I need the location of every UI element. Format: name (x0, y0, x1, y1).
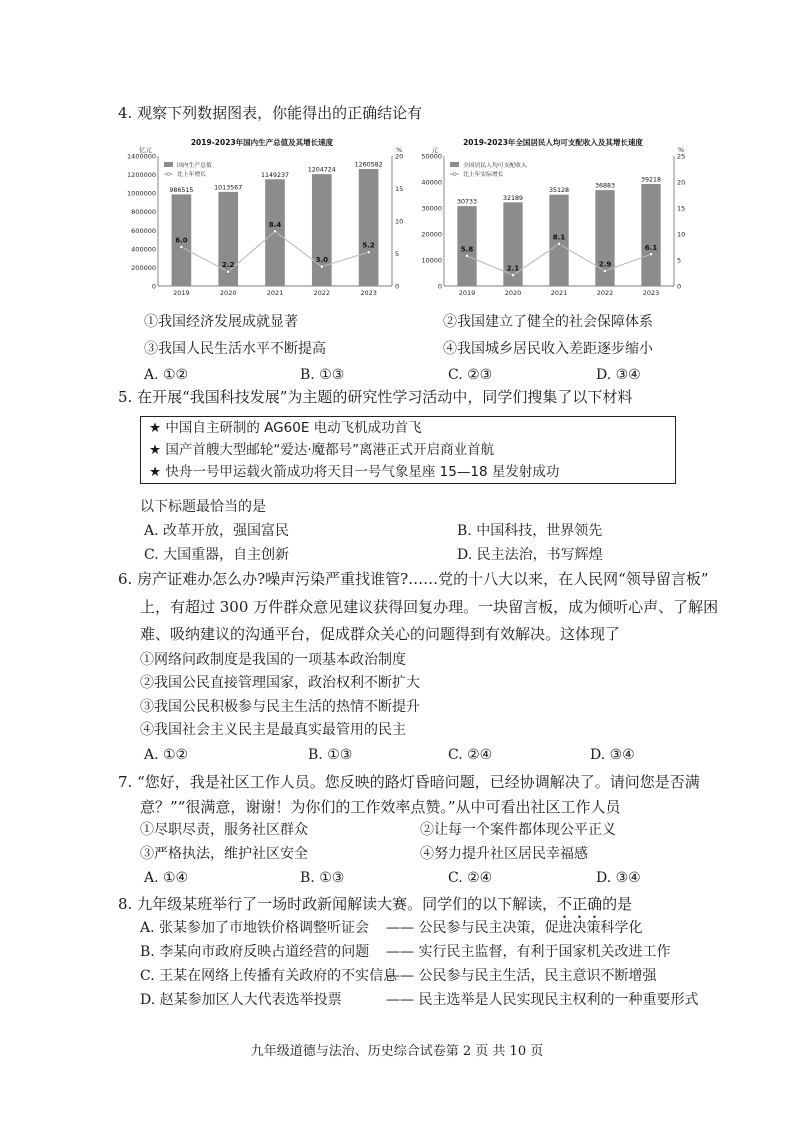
gdp-chart-svg (112, 134, 412, 304)
bar-value-label: 1013567 (214, 184, 243, 192)
x-tick-label: 2022 (596, 289, 614, 297)
growth-point (511, 273, 514, 276)
legend-line-marker (453, 173, 456, 176)
q6-choice-d[interactable]: D. ③④ (590, 747, 635, 763)
growth-point (180, 245, 183, 248)
growth-point (557, 242, 560, 245)
q6-line-3: 难、吸纳建议的沟通平台，促成群众关心的问题得到有效解决。这体现了 (140, 625, 621, 643)
q4-option-2: ②我国建立了健全的社会保障体系 (443, 314, 653, 330)
q7-choice-b[interactable]: B. ①③ (300, 870, 345, 886)
q5-stem: 5. 在开展“我国科技发展”为主题的研究性学习活动中，同学们搜集了以下材料 (118, 388, 633, 406)
bar-value-label: 1204724 (307, 166, 336, 174)
q7-item-4: ④努力提升社区居民幸福感 (420, 846, 588, 862)
y2-tick-label: 10 (677, 230, 686, 239)
chart-title: 2019-2023年全国居民人均可支配收入及其增长速度 (463, 138, 643, 147)
q6-item-2: ②我国公民直接管理国家，政治权利不断扩大 (140, 675, 420, 691)
legend-bar-label: 全国居民人均可支配收入 (463, 163, 527, 169)
q4-choice-a[interactable]: A. ①② (144, 367, 189, 383)
q4-choice-c[interactable]: C. ②③ (448, 367, 493, 383)
growth-value-label: 6.0 (175, 236, 188, 245)
q6-choice-c[interactable]: C. ②④ (448, 747, 493, 763)
y-tick-label: 10000 (421, 256, 442, 265)
q8-choice-b[interactable]: B. 李某向市政府反映占道经营的问题 (140, 944, 370, 960)
q5-material-box (140, 416, 676, 484)
y2-tick-label: 20 (395, 152, 404, 161)
q5-material-line-3: ★ 快舟一号甲运载火箭成功将天目一号气象星座 15—18 星发射成功 (149, 464, 560, 480)
q4-stem: 4. 观察下列数据图表，你能得出的正确结论有 (118, 104, 423, 122)
y2-tick-label: 10 (395, 217, 404, 226)
bar-value-label: 36883 (594, 182, 616, 190)
y-tick-label: 1200000 (127, 171, 156, 180)
q7-item-1: ①尽职尽责，服务社区群众 (140, 822, 308, 838)
bar-value-label: 35128 (548, 187, 570, 195)
y-tick-label: 0 (151, 282, 156, 291)
legend-line-label: 比上年实际增长 (463, 172, 504, 178)
growth-value-label: 3.0 (315, 256, 329, 264)
q7-choice-d[interactable]: D. ③④ (596, 870, 641, 886)
y-tick-label: 1000000 (127, 189, 156, 198)
y-tick-label: 0 (437, 282, 442, 291)
growth-point (649, 253, 652, 256)
y2-axis-unit: % (396, 146, 403, 154)
q6-choice-b[interactable]: B. ①③ (308, 747, 353, 763)
q5-prompt: 以下标题最恰当的是 (140, 499, 266, 515)
growth-value-label: 6.1 (644, 243, 658, 252)
y2-tick-label: 5 (677, 256, 682, 265)
growth-point (465, 254, 468, 257)
income-chart (412, 134, 694, 304)
q8-stem-emphasis: 不正确 (557, 895, 603, 913)
q6-line-2: 上，有超过 300 万件群众意见建议获得回复办理。一块留言板，成为倾听心声、了解困 (140, 598, 719, 616)
bar (312, 174, 332, 286)
growth-value-label: 5.8 (460, 245, 474, 254)
y2-tick-label: 15 (677, 204, 686, 213)
legend-bar-swatch (450, 162, 459, 167)
q5-choice-c[interactable]: C. 大国重器，自主创新 (144, 547, 290, 563)
q6-item-1: ①网络问政制度是我国的一项基本政治制度 (140, 652, 406, 668)
q8-choice-a-interpretation: —— 公民参与民主决策，促进决策科学化 (386, 920, 643, 936)
y-tick-label: 50000 (421, 152, 442, 161)
y2-tick-label: 15 (395, 185, 404, 193)
legend-line-label: 比上年增长 (177, 172, 206, 178)
x-tick-label: 2023 (642, 289, 660, 297)
y-axis-unit: 元 (431, 146, 438, 154)
x-tick-label: 2022 (313, 289, 331, 297)
growth-value-label: 2.2 (221, 261, 235, 270)
legend-bar-label: 国内生产总值 (177, 163, 212, 169)
q4-option-3: ③我国人民生活水平不断提高 (144, 341, 326, 357)
q4-option-4: ④我国城乡居民收入差距逐步缩小 (443, 341, 653, 357)
q5-material-line-1: ★ 中国自主研制的 AG60E 电动飞机成功首飞 (149, 420, 422, 436)
q6-item-3: ③我国公民积极参与民主生活的热情不断提升 (140, 699, 420, 715)
y2-tick-label: 20 (677, 178, 686, 187)
y2-axis-unit: % (678, 146, 685, 154)
growth-value-label: 8.1 (552, 233, 566, 242)
q5-material-line-2: ★ 国产首艘大型邮轮“爱达·魔都号”离港正式开启商业首航 (149, 442, 495, 458)
bar-value-label: 32189 (502, 194, 524, 202)
x-tick-label: 2019 (173, 289, 190, 297)
y-tick-label: 40000 (421, 178, 442, 187)
y-tick-label: 30000 (421, 204, 442, 213)
q6-item-4: ④我国社会主义民主是最真实最管用的民主 (140, 722, 406, 738)
q7-item-2: ②让每一个案件都体现公平正义 (420, 822, 616, 838)
y-tick-label: 600000 (131, 226, 156, 235)
growth-value-label: 8.4 (268, 220, 282, 229)
x-tick-label: 2021 (266, 289, 284, 297)
bar-value-label: 986515 (169, 186, 194, 194)
income-chart-svg (412, 134, 694, 304)
y-tick-label: 1400000 (127, 152, 156, 161)
bar-value-label: 39218 (640, 176, 662, 184)
q7-choice-a[interactable]: A. ①④ (144, 870, 189, 886)
q5-choice-a[interactable]: A. 改革开放，强国富民 (144, 523, 290, 539)
growth-point (320, 265, 323, 268)
bar-value-label: 1260582 (354, 161, 383, 169)
q4-choice-d[interactable]: D. ③④ (596, 367, 641, 383)
y-axis-unit: 亿元 (139, 146, 152, 154)
q4-option-1: ①我国经济发展成就显著 (144, 314, 298, 330)
bar-value-label: 30733 (456, 198, 478, 206)
q8-stem-b: 的是 (602, 895, 633, 913)
q8-choice-b-interpretation: —— 实行民主监督，有利于国家机关改进工作 (386, 944, 671, 960)
q8-choice-a[interactable]: A. 张某参加了市地铁价格调整听证会 (140, 920, 370, 936)
growth-point (367, 251, 370, 254)
y2-tick-label: 0 (677, 282, 682, 291)
growth-point (273, 230, 276, 233)
x-tick-label: 2019 (458, 289, 476, 297)
y-tick-label: 800000 (131, 208, 156, 217)
q7-line-2: 意？”“很满意，谢谢！为你们的工作效率点赞。”从中可看出社区工作人员 (140, 798, 621, 816)
y-tick-label: 400000 (131, 245, 156, 254)
q6-choice-a[interactable]: A. ①② (144, 747, 189, 763)
legend-bar-swatch (164, 162, 173, 167)
legend-line-marker (167, 173, 170, 176)
q8-choice-d-interpretation: —— 民主选举是人民实现民主权利的一种重要形式 (386, 992, 699, 1008)
q4-choice-b[interactable]: B. ①③ (300, 367, 345, 383)
growth-value-label: 2.1 (506, 264, 520, 273)
q7-choice-c[interactable]: C. ②④ (448, 870, 493, 886)
growth-value-label: 5.2 (362, 241, 375, 250)
bar (641, 184, 660, 286)
y2-tick-label: 5 (395, 250, 400, 258)
growth-value-label: 2.9 (598, 260, 612, 269)
x-tick-label: 2020 (219, 289, 237, 297)
bar (359, 169, 379, 286)
bar-value-label: 1149237 (260, 171, 290, 179)
chart-title: 2019-2023年国内生产总值及其增长速度 (190, 138, 334, 147)
growth-point (603, 269, 606, 272)
x-tick-label: 2021 (550, 289, 568, 297)
q5-choice-b[interactable]: B. 中国科技，世界领先 (457, 523, 603, 539)
gdp-chart (112, 134, 412, 304)
page-footer: 九年级道德与法治、历史综合试卷第 2 页 共 10 页 (250, 1044, 544, 1059)
q8-choice-d[interactable]: D. 赵某参加区人大代表选举投票 (140, 992, 342, 1008)
q8-choice-c[interactable]: C. 王某在网络上传播有关政府的不实信息 (140, 968, 398, 984)
q7-item-3: ③严格执法，维护社区安全 (140, 846, 308, 862)
y2-tick-label: 25 (677, 152, 686, 161)
q8-choice-c-interpretation: —— 公民参与民主生活，民主意识不断增强 (386, 968, 657, 984)
y-tick-label: 200000 (131, 263, 156, 272)
y-tick-label: 20000 (421, 230, 442, 239)
q6-line-1: 6. 房产证难办怎么办?噪声污染严重找谁管?……党的十八大以来，在人民网“领导留言板” (118, 570, 709, 588)
q5-choice-d[interactable]: D. 民主法治，书写辉煌 (457, 547, 603, 563)
x-tick-label: 2020 (504, 289, 522, 297)
x-tick-label: 2023 (360, 289, 377, 297)
y2-tick-label: 0 (395, 282, 400, 291)
growth-point (227, 270, 230, 273)
q8-stem-a: 8. 九年级某班举行了一场时政新闻解读大赛。同学们的以下解读， (118, 895, 558, 913)
q7-line-1: 7. “您好，我是社区工作人员。您反映的路灯昏暗问题，已经协调解决了。请问您是否满 (118, 773, 700, 791)
